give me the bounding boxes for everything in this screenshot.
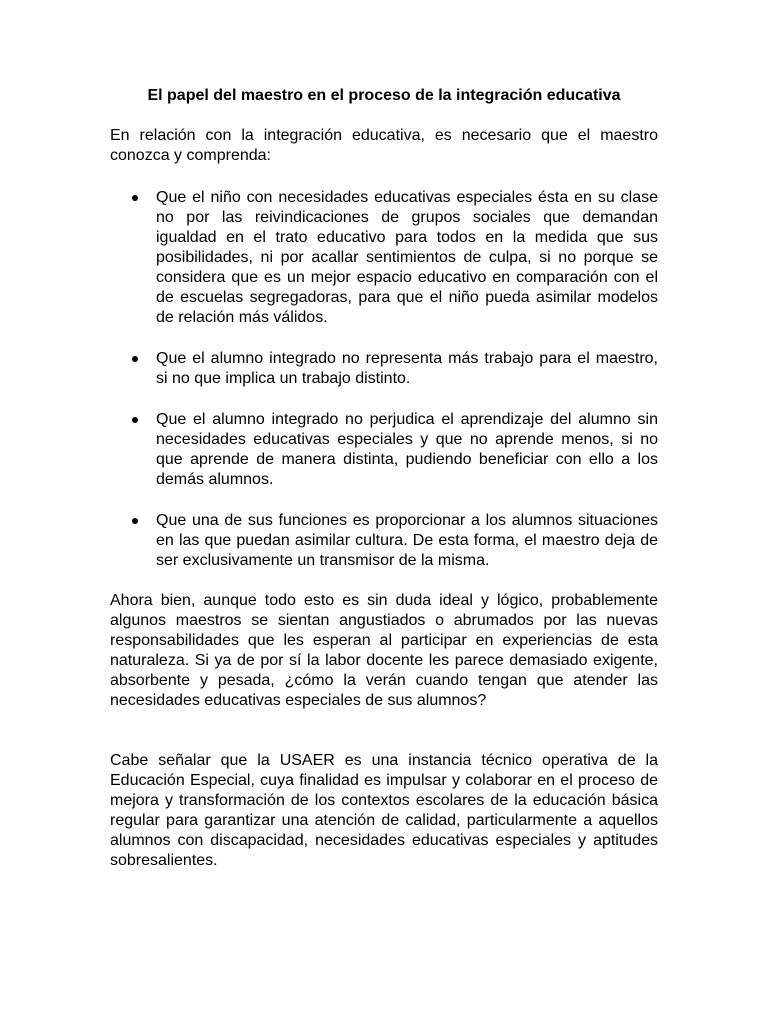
bullet-list	[110, 188, 658, 571]
bullet-dot-icon	[132, 195, 138, 201]
body-paragraph-3: Cabe señalar que la USAER es una instancia técnico operativa de la Educación Especial, cuya finalidad es impulsar y colaborar en el proceso de mejora y transformación de los contextos escolares de la educación básica regular para garantizar una atención de calidad, particularmente a aquellos alumnos con discapacidad, necesidades educativas especiales y aptitudes sobresalientes.	[110, 752, 658, 869]
document-title: El papel del maestro en el proceso de la integración educativa	[147, 87, 621, 104]
bullet-item	[110, 410, 658, 490]
bullet-text: Que el alumno integrado no representa más trabajo para el maestro, si no que implica un trabajo distinto.	[156, 350, 658, 387]
bullet-dot-icon	[132, 417, 138, 423]
bullet-item	[110, 188, 658, 328]
bullet-dot-icon	[132, 356, 138, 362]
document-page	[110, 86, 658, 871]
bullet-item	[110, 511, 658, 571]
bullet-dot-icon	[132, 518, 138, 524]
bullet-text: Que una de sus funciones es proporcionar a los alumnos situaciones en las que puedan asimilar cultura. De esta forma, el maestro deja de ser exclusivamente un transmisor de la misma.	[156, 512, 658, 569]
body-paragraph-2: Ahora bien, aunque todo esto es sin duda ideal y lógico, probablemente algunos maestros se sientan angustiados o abrumados por las nuevas responsabilidades que les esperan al participar en experiencias de esta naturaleza. Si ya de por sí la labor docente les parece demasiado exigente, absorbente y pesada, ¿cómo la verán cuando tengan que atender las necesidades educativas especiales de sus alumnos?	[110, 592, 658, 709]
intro-paragraph: En relación con la integración educativa, es necesario que el maestro conozca y comprenda:	[110, 127, 658, 164]
bullet-text: Que el niño con necesidades educativas especiales ésta en su clase no por las reivindicaciones de grupos sociales que demandan igualdad en el trato educativo para todos en la medida que sus posibilidades, ni por acallar sentimientos de culpa, si no porque se considera que es un mejor espacio educativo en comparación con el de escuelas segregadoras, para que el niño pueda asimilar modelos de relación más válidos.	[156, 189, 658, 326]
bullet-text: Que el alumno integrado no perjudica el aprendizaje del alumno sin necesidades educativas especiales y que no aprende menos, si no que aprende de manera distinta, pudiendo beneficiar con ello a los demás alumnos.	[156, 411, 658, 488]
bullet-item	[110, 349, 658, 389]
